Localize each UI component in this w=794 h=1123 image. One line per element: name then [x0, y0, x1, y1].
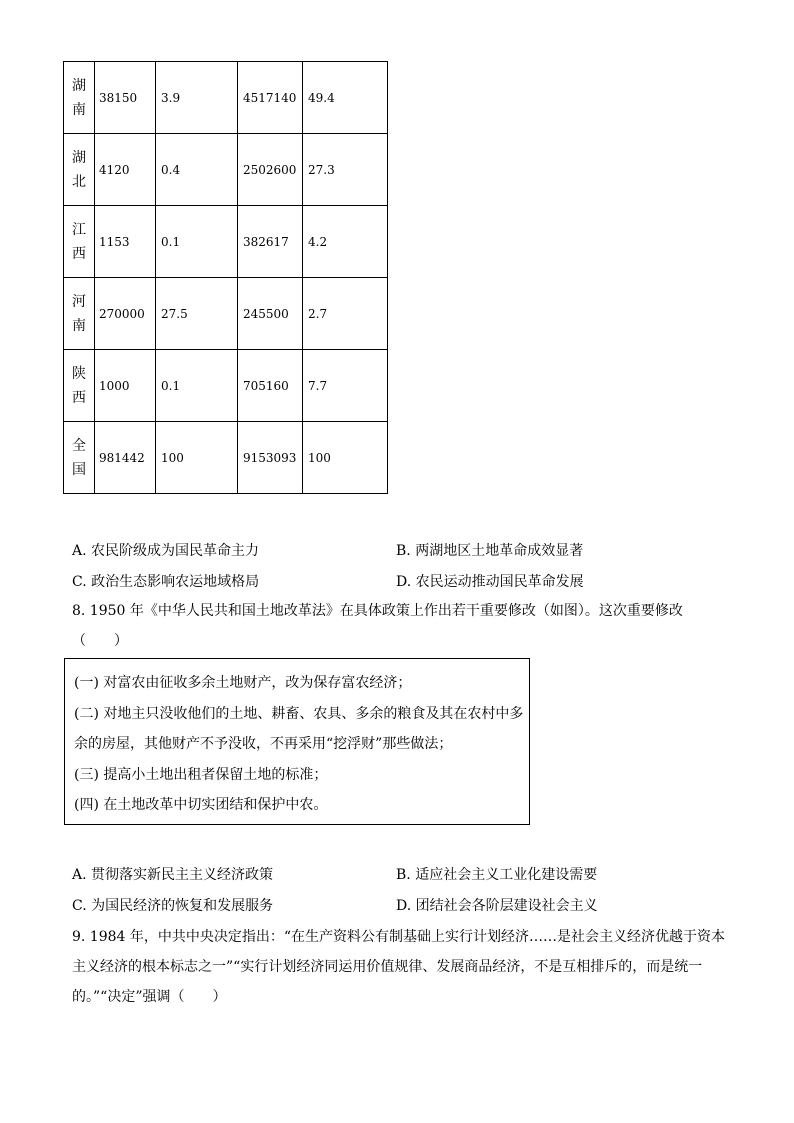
table-row	[64, 134, 388, 206]
q7-option-b[interactable]: B. 两湖地区土地革命成效显著	[396, 543, 584, 559]
province-char: 全	[72, 437, 86, 454]
table-cell: 9153093	[238, 422, 303, 494]
table-cell: 27.3	[303, 134, 388, 206]
policy-line: (四) 在土地改革中切实团结和保护中农。	[74, 797, 328, 813]
table-cell: 4120	[95, 134, 156, 206]
province-char: 陕	[72, 365, 86, 382]
table-cell: 705160	[238, 350, 303, 422]
province-char: 湖	[72, 149, 86, 166]
province-cell	[64, 62, 95, 134]
policy-line: (一) 对富农由征收多余土地财产，改为保存富农经济；	[74, 675, 412, 691]
q7-option-c[interactable]: C. 政治生态影响农运地域格局	[72, 574, 260, 590]
table-row	[64, 422, 388, 494]
q7-option-d[interactable]: D. 农民运动推动国民革命发展	[396, 574, 584, 590]
province-char: 西	[72, 245, 86, 262]
q8-stem	[72, 596, 732, 656]
table-cell: 0.1	[156, 206, 238, 278]
province-cell	[64, 134, 95, 206]
province-char: 河	[72, 293, 86, 310]
policy-line: (二) 对地主只没收他们的土地、耕畜、农具、多余的粮食及其在农村中多	[74, 705, 524, 722]
table-cell: 100	[303, 422, 388, 494]
province-cell	[64, 278, 95, 350]
province-cell	[64, 206, 95, 278]
data-table	[63, 61, 388, 494]
q8-option-a[interactable]: A. 贯彻落实新民主主义经济政策	[72, 867, 274, 883]
q8-policy-box	[64, 658, 530, 825]
table-cell: 100	[156, 422, 238, 494]
q8-option-d[interactable]: D. 团结社会各阶层建设社会主义	[396, 898, 598, 914]
q8-answer-blank: （ ）	[72, 633, 128, 649]
table-cell: 49.4	[303, 62, 388, 134]
table-cell: 1000	[95, 350, 156, 422]
q9-stem-line: 主义经济的根本标志之一”“实行计划经济同运用价值规律、发展商品经济，不是互相排斥的，而是统一	[72, 959, 703, 975]
policy-line: 余的房屋，其他财产不予没收，不再采用“挖浮财”那些做法；	[74, 736, 453, 752]
province-char: 北	[72, 173, 86, 190]
table-cell: 1153	[95, 206, 156, 278]
q8-stem-line: 8. 1950 年《中华人民共和国土地改革法》在具体政策上作出若干重要修改（如图）。这次重要修改	[72, 603, 683, 619]
province-cell	[64, 422, 95, 494]
table-cell: 270000	[95, 278, 156, 350]
table-cell: 245500	[238, 278, 303, 350]
province-char: 南	[72, 317, 86, 334]
q9-stem	[72, 922, 732, 1012]
policy-line: (三) 提高小土地出租者保留土地的标准；	[74, 766, 328, 783]
table-cell: 4.2	[303, 206, 388, 278]
table-cell: 27.5	[156, 278, 238, 350]
table-cell: 2502600	[238, 134, 303, 206]
table-cell: 7.7	[303, 350, 388, 422]
q7-option-a[interactable]: A. 农民阶级成为国民革命主力	[72, 543, 260, 559]
table-cell: 382617	[238, 206, 303, 278]
table-cell: 0.1	[156, 350, 238, 422]
table-cell: 3.9	[156, 62, 238, 134]
province-char: 国	[72, 461, 86, 478]
province-char: 西	[72, 389, 86, 406]
q9-stem-line: 9. 1984 年，中共中央决定指出：“在生产资料公有制基础上实行计划经济……是社会主义经济优越于资本	[72, 929, 726, 945]
q8-option-b[interactable]: B. 适应社会主义工业化建设需要	[396, 867, 598, 883]
table-cell: 38150	[95, 62, 156, 134]
table-cell: 2.7	[303, 278, 388, 350]
province-char: 南	[72, 101, 86, 118]
province-char: 湖	[72, 77, 86, 94]
q9-stem-line: 的。”“决定”强调（ ）	[72, 989, 227, 1005]
province-char: 江	[72, 221, 86, 238]
q8-option-c[interactable]: C. 为国民经济的恢复和发展服务	[72, 898, 274, 914]
province-cell	[64, 350, 95, 422]
table-row	[64, 62, 388, 134]
table-cell: 0.4	[156, 134, 238, 206]
table-row	[64, 206, 388, 278]
table-cell: 981442	[95, 422, 156, 494]
table-cell: 4517140	[238, 62, 303, 134]
table-row	[64, 278, 388, 350]
table-row	[64, 350, 388, 422]
